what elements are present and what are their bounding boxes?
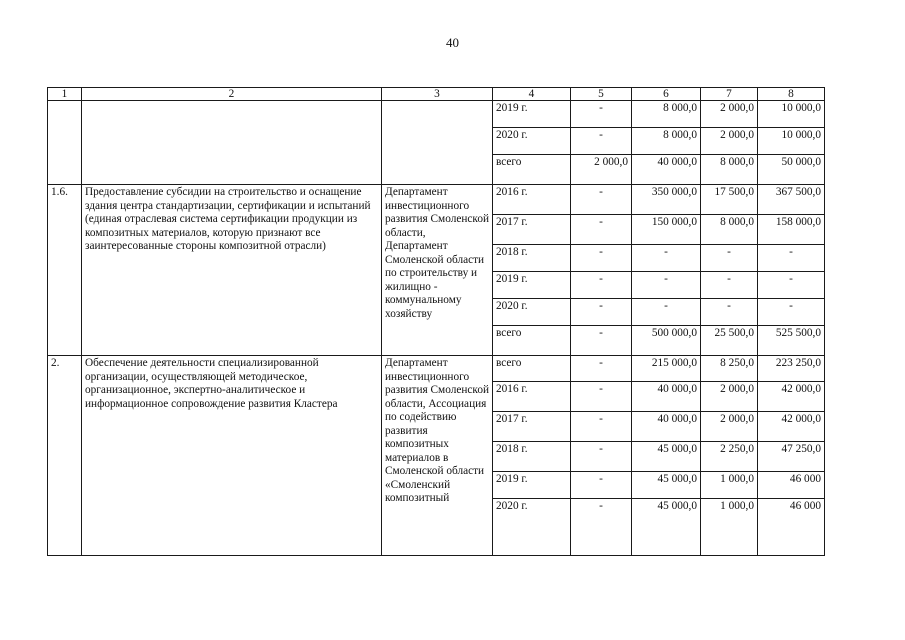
column-8-value: 367 500,0 [758,185,825,215]
item-description [82,101,382,185]
column-7-value: 2 250,0 [701,442,758,472]
table-row [48,356,825,382]
column-5-value: - [571,326,632,356]
column-6-value: - [632,245,701,272]
column-8-value: 42 000,0 [758,382,825,412]
column-5-value: - [571,101,632,128]
column-6-value: 500 000,0 [632,326,701,356]
column-6-value: - [632,272,701,299]
item-number: 1.6. [48,185,82,356]
header-cell: 3 [382,88,493,101]
column-5-value: - [571,185,632,215]
responsible-organization [382,101,493,185]
header-cell: 6 [632,88,701,101]
page-number: 40 [446,35,459,50]
year-cell: 2016 г. [493,185,571,215]
column-8-value: - [758,272,825,299]
column-6-value: 8 000,0 [632,128,701,155]
column-7-value: - [701,245,758,272]
column-7-value: 8 250,0 [701,356,758,382]
column-5-value: - [571,356,632,382]
column-7-value: 1 000,0 [701,499,758,556]
column-8-value: 50 000,0 [758,155,825,185]
column-8-value: - [758,299,825,326]
column-5-value: 2 000,0 [571,155,632,185]
column-7-value: 25 500,0 [701,326,758,356]
column-8-value: - [758,245,825,272]
column-8-value: 42 000,0 [758,412,825,442]
year-cell: всего [493,356,571,382]
column-7-value: - [701,272,758,299]
header-cell: 1 [48,88,82,101]
column-8-value: 46 000 [758,472,825,499]
column-6-value: - [632,299,701,326]
column-8-value: 525 500,0 [758,326,825,356]
column-5-value: - [571,128,632,155]
header-cell: 4 [493,88,571,101]
column-8-value: 10 000,0 [758,101,825,128]
column-5-value: - [571,299,632,326]
column-7-value: - [701,299,758,326]
header-cell: 7 [701,88,758,101]
column-7-value: 2 000,0 [701,382,758,412]
table-row [48,185,825,215]
column-7-value: 17 500,0 [701,185,758,215]
year-cell: 2017 г. [493,412,571,442]
column-8-value: 158 000,0 [758,215,825,245]
column-8-value: 223 250,0 [758,356,825,382]
year-cell: 2016 г. [493,382,571,412]
column-6-value: 40 000,0 [632,155,701,185]
responsible-organization: Департамент инвестиционного развития Смоленской области, Ассоциация по содействию развития композитных материалов в Смоленской области «Смоленский композитный [382,356,493,556]
column-5-value: - [571,499,632,556]
column-6-value: 40 000,0 [632,382,701,412]
budget-table [47,87,825,556]
item-description: Предоставление субсидии на строительство и оснащение здания центра стандартизации, сертификации и испытаний (единая отраслевая система сертификации продукции из композитных материалов, которую признают все заинтересованные стороны композитной отрасли) [82,185,382,356]
column-7-value: 2 000,0 [701,412,758,442]
column-5-value: - [571,442,632,472]
item-description: Обеспечение деятельности специализированной организации, осуществляющей методическое, организационное, экспертно-аналитическое и информационное сопровождение развития Кластера [82,356,382,556]
column-7-value: 8 000,0 [701,215,758,245]
column-6-value: 45 000,0 [632,499,701,556]
column-6-value: 350 000,0 [632,185,701,215]
column-6-value: 8 000,0 [632,101,701,128]
column-7-value: 2 000,0 [701,101,758,128]
year-cell: 2018 г. [493,245,571,272]
column-7-value: 1 000,0 [701,472,758,499]
column-5-value: - [571,245,632,272]
year-cell: всего [493,155,571,185]
column-8-value: 47 250,0 [758,442,825,472]
column-8-value: 10 000,0 [758,128,825,155]
column-5-value: - [571,272,632,299]
column-7-value: 2 000,0 [701,128,758,155]
column-5-value: - [571,382,632,412]
column-6-value: 45 000,0 [632,442,701,472]
year-cell: 2020 г. [493,128,571,155]
year-cell: 2020 г. [493,499,571,556]
year-cell: 2017 г. [493,215,571,245]
column-5-value: - [571,412,632,442]
year-cell: всего [493,326,571,356]
column-8-value: 46 000 [758,499,825,556]
column-6-value: 215 000,0 [632,356,701,382]
header-row [48,88,825,101]
column-6-value: 45 000,0 [632,472,701,499]
item-number [48,101,82,185]
column-7-value: 8 000,0 [701,155,758,185]
column-6-value: 150 000,0 [632,215,701,245]
header-cell: 8 [758,88,825,101]
item-number: 2. [48,356,82,556]
header-cell: 5 [571,88,632,101]
column-6-value: 40 000,0 [632,412,701,442]
header-cell: 2 [82,88,382,101]
responsible-organization: Департамент инвестиционного развития Смоленской области, Департамент Смоленской области по строительству и жилищно - коммунальному хозяйству [382,185,493,356]
year-cell: 2019 г. [493,272,571,299]
table-row [48,101,825,128]
year-cell: 2019 г. [493,472,571,499]
year-cell: 2020 г. [493,299,571,326]
year-cell: 2018 г. [493,442,571,472]
year-cell: 2019 г. [493,101,571,128]
column-5-value: - [571,472,632,499]
column-5-value: - [571,215,632,245]
